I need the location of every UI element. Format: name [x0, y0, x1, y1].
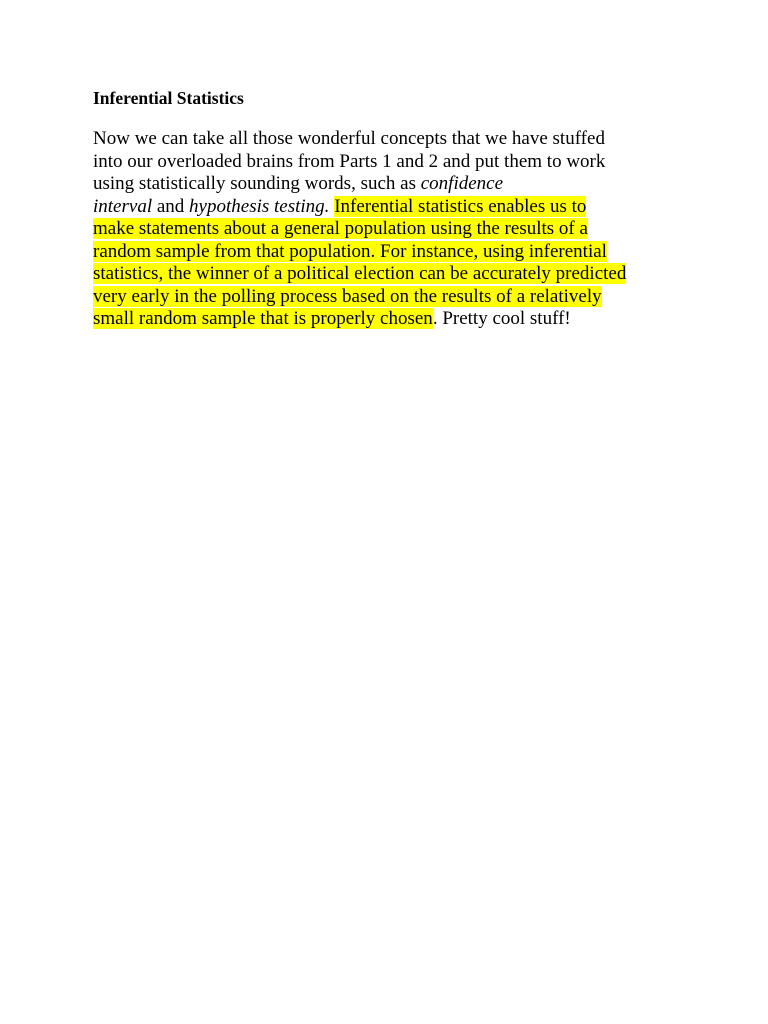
text-run: using statistically sounding words, such as [93, 173, 421, 194]
highlighted-text: make statements about a general population using the results of a [93, 218, 588, 239]
document-content [93, 86, 683, 331]
text-run: into our overloaded brains from Parts 1 and 2 and put them to work [93, 150, 606, 172]
text-run: and [152, 195, 190, 217]
body-paragraph [93, 128, 683, 331]
paragraph-line [93, 218, 683, 241]
italic-term-interval: interval [93, 195, 153, 217]
paragraph-line [93, 263, 683, 286]
highlighted-text: Inferential statistics enables us to [334, 195, 587, 217]
text-run: . Pretty cool stuff! [432, 308, 571, 329]
paragraph-line [93, 151, 683, 174]
paragraph-line [93, 128, 683, 151]
paragraph-line [93, 241, 683, 264]
italic-term-confidence: confidence [420, 173, 504, 194]
highlighted-text: statistics, the winner of a political election can be accurately predicted [93, 263, 627, 284]
highlighted-text: very early in the polling process based on the results of a relatively [93, 285, 602, 307]
paragraph-line [93, 173, 683, 196]
highlighted-text: random sample from that population. For instance, using inferential [93, 240, 607, 262]
text-run: Now we can take all those wonderful concepts that we have stuffed [93, 128, 605, 149]
highlighted-text: small random sample that is properly chosen [93, 308, 433, 329]
paragraph-line [93, 196, 683, 219]
paragraph-line [93, 308, 683, 331]
paragraph-line [93, 286, 683, 309]
italic-term-hypothesis-testing: hypothesis testing. [189, 195, 330, 217]
document-title: Inferential Statistics [93, 88, 244, 108]
